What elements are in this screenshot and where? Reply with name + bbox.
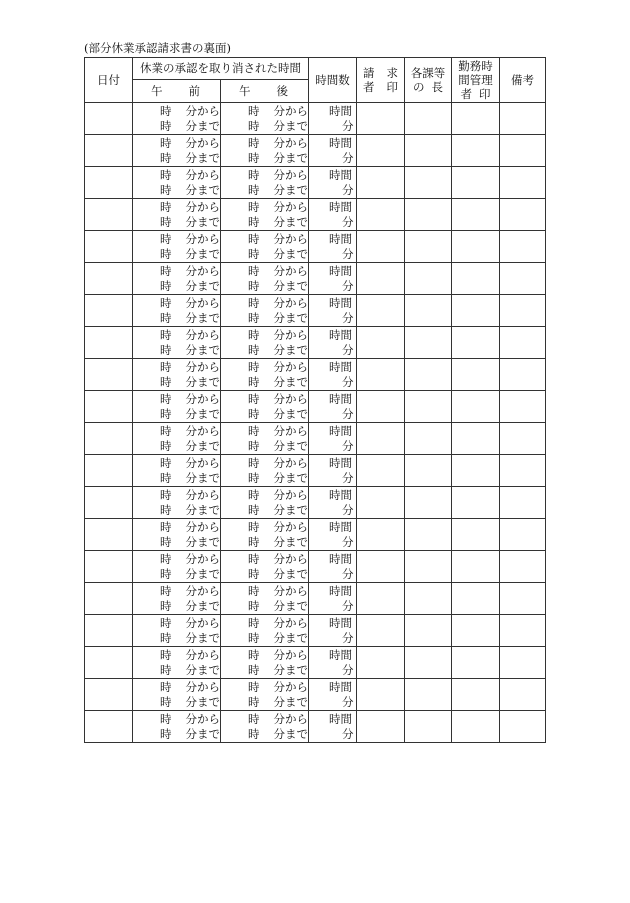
header-am: 午 前 — [133, 80, 221, 103]
pm-time-cell[interactable]: 時 分から 時 分まで — [221, 583, 309, 615]
pm-time-cell[interactable]: 時 分から 時 分まで — [221, 551, 309, 583]
pm-time-cell[interactable]: 時 分から 時 分まで — [221, 711, 309, 743]
remarks-cell[interactable] — [500, 263, 546, 295]
table-row — [85, 583, 546, 615]
section-chief-cell[interactable] — [405, 455, 452, 487]
table-row — [85, 295, 546, 327]
requester-seal-cell[interactable] — [357, 135, 405, 167]
remarks-cell[interactable] — [500, 167, 546, 199]
am-time-cell[interactable]: 時 分から 時 分まで — [133, 103, 221, 135]
date-cell[interactable] — [85, 103, 133, 135]
section-chief-cell[interactable] — [405, 615, 452, 647]
requester-seal-cell[interactable] — [357, 551, 405, 583]
am-time-cell[interactable]: 時 分から 時 分まで — [133, 711, 221, 743]
am-time-cell[interactable]: 時 分から 時 分まで — [133, 167, 221, 199]
am-time-cell[interactable]: 時 分から 時 分まで — [133, 487, 221, 519]
table-row — [85, 327, 546, 359]
remarks-cell[interactable] — [500, 455, 546, 487]
pm-time-cell[interactable]: 時 分から 時 分まで — [221, 167, 309, 199]
requester-seal-cell[interactable] — [357, 455, 405, 487]
date-cell[interactable] — [85, 487, 133, 519]
date-cell[interactable] — [85, 231, 133, 263]
table-row — [85, 231, 546, 263]
requester-seal-cell[interactable] — [357, 615, 405, 647]
hours-cell[interactable]: 時間 分 — [309, 679, 357, 711]
page-caption: (部分休業承認請求書の裏面) — [84, 41, 231, 55]
requester-seal-cell[interactable] — [357, 679, 405, 711]
date-cell[interactable] — [85, 551, 133, 583]
attendance-manager-seal-cell[interactable] — [452, 551, 500, 583]
header-section-chief: 各課等 の 長 — [405, 58, 452, 103]
section-chief-cell[interactable] — [405, 135, 452, 167]
header-remarks: 備考 — [500, 58, 546, 103]
requester-seal-cell[interactable] — [357, 647, 405, 679]
pm-time-cell[interactable]: 時 分から 時 分まで — [221, 263, 309, 295]
section-chief-cell[interactable] — [405, 231, 452, 263]
am-time-cell[interactable]: 時 分から 時 分まで — [133, 135, 221, 167]
hours-cell[interactable]: 時間 分 — [309, 455, 357, 487]
date-cell[interactable] — [85, 647, 133, 679]
table-row — [85, 423, 546, 455]
remarks-cell[interactable] — [500, 135, 546, 167]
remarks-cell[interactable] — [500, 199, 546, 231]
section-chief-cell[interactable] — [405, 263, 452, 295]
section-chief-cell[interactable] — [405, 583, 452, 615]
hours-cell[interactable]: 時間 分 — [309, 295, 357, 327]
section-chief-cell[interactable] — [405, 679, 452, 711]
table-row — [85, 455, 546, 487]
section-chief-cell[interactable] — [405, 487, 452, 519]
section-chief-cell[interactable] — [405, 327, 452, 359]
am-time-cell[interactable]: 時 分から 時 分まで — [133, 391, 221, 423]
requester-seal-cell[interactable] — [357, 423, 405, 455]
attendance-manager-seal-cell[interactable] — [452, 711, 500, 743]
section-chief-cell[interactable] — [405, 391, 452, 423]
section-chief-cell[interactable] — [405, 359, 452, 391]
remarks-cell[interactable] — [500, 391, 546, 423]
attendance-manager-seal-cell[interactable] — [452, 263, 500, 295]
table-row — [85, 679, 546, 711]
header-pm: 午 後 — [221, 80, 309, 103]
section-chief-cell[interactable] — [405, 551, 452, 583]
attendance-manager-seal-cell[interactable] — [452, 359, 500, 391]
requester-seal-cell[interactable] — [357, 711, 405, 743]
hours-cell[interactable]: 時間 分 — [309, 327, 357, 359]
section-chief-cell[interactable] — [405, 423, 452, 455]
remarks-cell[interactable] — [500, 519, 546, 551]
pm-time-cell[interactable]: 時 分から 時 分まで — [221, 231, 309, 263]
attendance-manager-seal-cell[interactable] — [452, 135, 500, 167]
table-row — [85, 167, 546, 199]
header-cancelled-time: 休業の承認を取り消された時間 — [133, 58, 309, 80]
requester-seal-cell[interactable] — [357, 583, 405, 615]
requester-seal-cell[interactable] — [357, 487, 405, 519]
pm-time-cell[interactable]: 時 分から 時 分まで — [221, 647, 309, 679]
requester-seal-cell[interactable] — [357, 199, 405, 231]
hours-cell[interactable]: 時間 分 — [309, 135, 357, 167]
hours-cell[interactable]: 時間 分 — [309, 231, 357, 263]
attendance-manager-seal-cell[interactable] — [452, 391, 500, 423]
table-row — [85, 359, 546, 391]
remarks-cell[interactable] — [500, 295, 546, 327]
date-cell[interactable] — [85, 455, 133, 487]
remarks-cell[interactable] — [500, 615, 546, 647]
pm-time-cell[interactable]: 時 分から 時 分まで — [221, 487, 309, 519]
header-requester-seal: 請 求 者 印 — [357, 58, 405, 103]
date-cell[interactable] — [85, 327, 133, 359]
hours-cell[interactable]: 時間 分 — [309, 103, 357, 135]
am-time-cell[interactable]: 時 分から 時 分まで — [133, 295, 221, 327]
date-cell[interactable] — [85, 423, 133, 455]
remarks-cell[interactable] — [500, 359, 546, 391]
hours-cell[interactable]: 時間 分 — [309, 167, 357, 199]
date-cell[interactable] — [85, 295, 133, 327]
remarks-cell[interactable] — [500, 647, 546, 679]
hours-cell[interactable]: 時間 分 — [309, 647, 357, 679]
table-row — [85, 135, 546, 167]
am-time-cell[interactable]: 時 分から 時 分まで — [133, 199, 221, 231]
am-time-cell[interactable]: 時 分から 時 分まで — [133, 519, 221, 551]
am-time-cell[interactable]: 時 分から 時 分まで — [133, 647, 221, 679]
section-chief-cell[interactable] — [405, 199, 452, 231]
pm-time-cell[interactable]: 時 分から 時 分まで — [221, 455, 309, 487]
requester-seal-cell[interactable] — [357, 167, 405, 199]
attendance-manager-seal-cell[interactable] — [452, 167, 500, 199]
table-row — [85, 551, 546, 583]
hours-cell[interactable]: 時間 分 — [309, 199, 357, 231]
remarks-cell[interactable] — [500, 327, 546, 359]
remarks-cell[interactable] — [500, 423, 546, 455]
am-time-cell[interactable]: 時 分から 時 分まで — [133, 359, 221, 391]
am-time-cell[interactable]: 時 分から 時 分まで — [133, 551, 221, 583]
table-row — [85, 519, 546, 551]
remarks-cell[interactable] — [500, 679, 546, 711]
hours-cell[interactable]: 時間 分 — [309, 487, 357, 519]
remarks-cell[interactable] — [500, 583, 546, 615]
am-time-cell[interactable]: 時 分から 時 分まで — [133, 231, 221, 263]
table-row — [85, 263, 546, 295]
requester-seal-cell[interactable] — [357, 391, 405, 423]
date-cell[interactable] — [85, 359, 133, 391]
attendance-manager-seal-cell[interactable] — [452, 455, 500, 487]
pm-time-cell[interactable]: 時 分から 時 分まで — [221, 199, 309, 231]
attendance-manager-seal-cell[interactable] — [452, 519, 500, 551]
pm-time-cell[interactable]: 時 分から 時 分まで — [221, 423, 309, 455]
attendance-manager-seal-cell[interactable] — [452, 199, 500, 231]
attendance-manager-seal-cell[interactable] — [452, 423, 500, 455]
am-time-cell[interactable]: 時 分から 時 分まで — [133, 615, 221, 647]
requester-seal-cell[interactable] — [357, 327, 405, 359]
header-hours: 時間数 — [309, 58, 357, 103]
pm-time-cell[interactable]: 時 分から 時 分まで — [221, 327, 309, 359]
header-date: 日付 — [85, 58, 133, 103]
hours-cell[interactable]: 時間 分 — [309, 391, 357, 423]
am-time-cell[interactable]: 時 分から 時 分まで — [133, 263, 221, 295]
date-cell[interactable] — [85, 199, 133, 231]
section-chief-cell[interactable] — [405, 103, 452, 135]
pm-time-cell[interactable]: 時 分から 時 分まで — [221, 295, 309, 327]
remarks-cell[interactable] — [500, 711, 546, 743]
am-time-cell[interactable]: 時 分から 時 分まで — [133, 583, 221, 615]
section-chief-cell[interactable] — [405, 519, 452, 551]
requester-seal-cell[interactable] — [357, 103, 405, 135]
section-chief-cell[interactable] — [405, 167, 452, 199]
attendance-manager-seal-cell[interactable] — [452, 615, 500, 647]
pm-time-cell[interactable]: 時 分から 時 分まで — [221, 103, 309, 135]
requester-seal-cell[interactable] — [357, 231, 405, 263]
section-chief-cell[interactable] — [405, 647, 452, 679]
date-cell[interactable] — [85, 263, 133, 295]
pm-time-cell[interactable]: 時 分から 時 分まで — [221, 679, 309, 711]
am-time-cell[interactable]: 時 分から 時 分まで — [133, 679, 221, 711]
table-row — [85, 103, 546, 135]
table-row — [85, 647, 546, 679]
pm-time-cell[interactable]: 時 分から 時 分まで — [221, 359, 309, 391]
requester-seal-cell[interactable] — [357, 359, 405, 391]
date-cell[interactable] — [85, 679, 133, 711]
hours-cell[interactable]: 時間 分 — [309, 551, 357, 583]
attendance-manager-seal-cell[interactable] — [452, 679, 500, 711]
attendance-manager-seal-cell[interactable] — [452, 487, 500, 519]
attendance-manager-seal-cell[interactable] — [452, 103, 500, 135]
hours-cell[interactable]: 時間 分 — [309, 263, 357, 295]
hours-cell[interactable]: 時間 分 — [309, 359, 357, 391]
requester-seal-cell[interactable] — [357, 263, 405, 295]
table-row — [85, 711, 546, 743]
am-time-cell[interactable]: 時 分から 時 分まで — [133, 327, 221, 359]
remarks-cell[interactable] — [500, 103, 546, 135]
am-time-cell[interactable]: 時 分から 時 分まで — [133, 455, 221, 487]
table-row — [85, 391, 546, 423]
pm-time-cell[interactable]: 時 分から 時 分まで — [221, 519, 309, 551]
table-row — [85, 199, 546, 231]
am-time-cell[interactable]: 時 分から 時 分まで — [133, 423, 221, 455]
form-rows — [85, 103, 546, 743]
hours-cell[interactable]: 時間 分 — [309, 583, 357, 615]
header-attendance-manager-seal: 勤務時 間管理 者 印 — [452, 58, 500, 103]
hours-cell[interactable]: 時間 分 — [309, 711, 357, 743]
remarks-cell[interactable] — [500, 231, 546, 263]
date-cell[interactable] — [85, 167, 133, 199]
hours-cell[interactable]: 時間 分 — [309, 519, 357, 551]
table-row — [85, 615, 546, 647]
date-cell[interactable] — [85, 519, 133, 551]
section-chief-cell[interactable] — [405, 295, 452, 327]
remarks-cell[interactable] — [500, 487, 546, 519]
requester-seal-cell[interactable] — [357, 295, 405, 327]
date-cell[interactable] — [85, 135, 133, 167]
attendance-manager-seal-cell[interactable] — [452, 295, 500, 327]
attendance-manager-seal-cell[interactable] — [452, 231, 500, 263]
attendance-manager-seal-cell[interactable] — [452, 647, 500, 679]
section-chief-cell[interactable] — [405, 711, 452, 743]
date-cell[interactable] — [85, 391, 133, 423]
remarks-cell[interactable] — [500, 551, 546, 583]
hours-cell[interactable]: 時間 分 — [309, 423, 357, 455]
date-cell[interactable] — [85, 583, 133, 615]
attendance-manager-seal-cell[interactable] — [452, 327, 500, 359]
form-table — [84, 57, 546, 743]
hours-cell[interactable]: 時間 分 — [309, 615, 357, 647]
table-row — [85, 487, 546, 519]
date-cell[interactable] — [85, 711, 133, 743]
date-cell[interactable] — [85, 615, 133, 647]
attendance-manager-seal-cell[interactable] — [452, 583, 500, 615]
pm-time-cell[interactable]: 時 分から 時 分まで — [221, 391, 309, 423]
requester-seal-cell[interactable] — [357, 519, 405, 551]
pm-time-cell[interactable]: 時 分から 時 分まで — [221, 135, 309, 167]
pm-time-cell[interactable]: 時 分から 時 分まで — [221, 615, 309, 647]
